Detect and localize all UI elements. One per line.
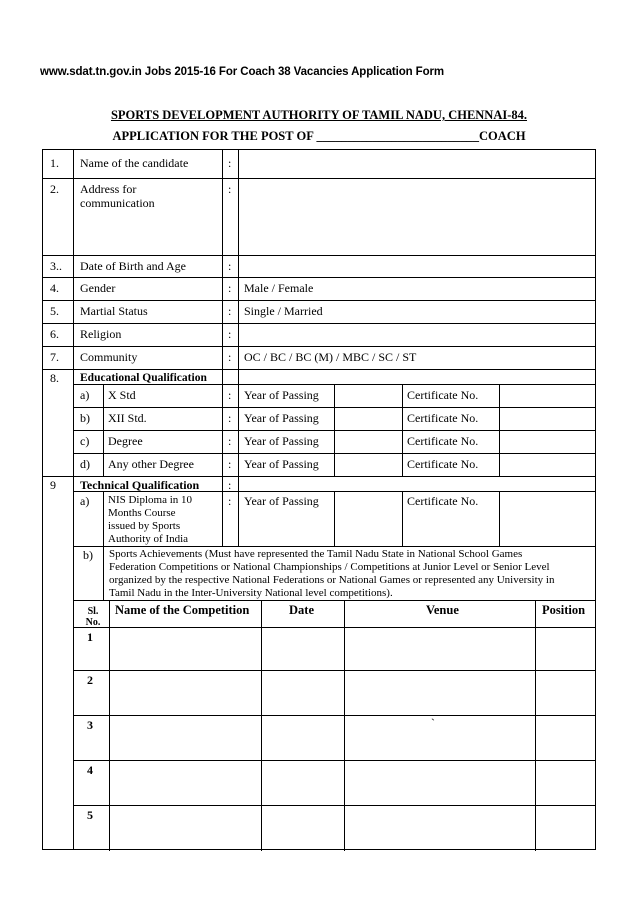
religion-field[interactable] xyxy=(243,325,591,344)
certificate-no-label: Certificate No. xyxy=(407,411,479,425)
nis-diploma-label: NIS Diploma in 10 xyxy=(108,494,193,506)
stray-mark: ` xyxy=(431,716,435,730)
nis-diploma-label: issued by Sports xyxy=(108,520,181,532)
education-item-name: Any other Degree xyxy=(108,457,194,471)
certificate-no-label: Certificate No. xyxy=(407,457,479,471)
row-number: 4. xyxy=(50,281,59,295)
item-letter: a) xyxy=(80,388,90,402)
table-row-number: 4 xyxy=(87,763,93,777)
position-header: Position xyxy=(542,603,586,617)
sl-no-header: Sl. xyxy=(87,606,99,617)
sl-no-header: No. xyxy=(85,617,101,628)
community-label: Community xyxy=(80,350,138,364)
year-of-passing-label: Year of Passing xyxy=(244,411,319,425)
colon: : xyxy=(228,457,232,471)
colon: : xyxy=(228,434,232,448)
address-label: Address for xyxy=(80,182,137,196)
sports-achievements-text: Tamil Nadu in the Inter-University National level competitions). xyxy=(109,587,393,599)
dob-label: Date of Birth and Age xyxy=(80,259,186,273)
certificate-no-label: Certificate No. xyxy=(407,494,479,508)
nis-diploma-label: Months Course xyxy=(108,507,176,519)
item-letter: c) xyxy=(80,434,90,448)
year-of-passing-label: Year of Passing xyxy=(244,457,319,471)
colon: : xyxy=(228,182,232,196)
community-options[interactable]: OC / BC / BC (M) / MBC / SC / ST xyxy=(244,350,417,364)
row-number: 2. xyxy=(50,182,59,196)
religion-label: Religion xyxy=(80,327,122,341)
gender-options[interactable]: Male / Female xyxy=(244,281,314,295)
colon: : xyxy=(228,327,232,341)
table-row-number: 2 xyxy=(87,673,93,687)
address-label: communication xyxy=(80,196,155,210)
row-number: 1. xyxy=(50,156,59,170)
row-number: 5. xyxy=(50,304,59,318)
table-row-number: 5 xyxy=(87,808,93,822)
competition-name-header: Name of the Competition xyxy=(115,603,250,617)
row-number: 8. xyxy=(50,371,59,385)
post-title: APPLICATION FOR THE POST OF __________________________COACH xyxy=(112,129,526,143)
technical-qualification-heading: Technical Qualification xyxy=(80,478,200,492)
education-item-name: X Std xyxy=(108,388,136,402)
marital-status-options[interactable]: Single / Married xyxy=(244,304,323,318)
name-label: Name of the candidate xyxy=(80,156,189,170)
application-form xyxy=(42,149,596,850)
sports-achievements-text: organized by the respective National Federations or National Games or represented any University in xyxy=(109,574,555,586)
row-number: 9 xyxy=(50,478,56,492)
colon: : xyxy=(228,388,232,402)
colon: : xyxy=(228,411,232,425)
year-of-passing-label: Year of Passing xyxy=(244,434,319,448)
row-number: 7. xyxy=(50,350,59,364)
colon: : xyxy=(228,478,232,492)
education-item-name: XII Std. xyxy=(108,411,147,425)
name-field[interactable] xyxy=(243,152,591,176)
gender-label: Gender xyxy=(80,281,116,295)
table-row-number: 3 xyxy=(87,718,93,732)
sports-achievements-text: Sports Achievements (Must have represented the Tamil Nadu State in National School Games xyxy=(109,548,523,560)
address-field[interactable] xyxy=(243,180,591,253)
certificate-no-label: Certificate No. xyxy=(407,388,479,402)
row-number: 6. xyxy=(50,327,59,341)
education-item-name: Degree xyxy=(108,434,143,448)
colon: : xyxy=(228,281,232,295)
header-url-line: www.sdat.tn.gov.in Jobs 2015-16 For Coach 38 Vacancies Application Form xyxy=(40,66,445,78)
organization-title: SPORTS DEVELOPMENT AUTHORITY OF TAMIL NADU, CHENNAI-84. xyxy=(110,108,528,122)
year-of-passing-label: Year of Passing xyxy=(244,388,319,402)
item-letter: b) xyxy=(80,411,90,425)
colon: : xyxy=(228,259,232,273)
educational-qualification-heading: Educational Qualification xyxy=(80,372,207,384)
row-number: 3.. xyxy=(50,259,62,273)
date-header: Date xyxy=(289,603,314,617)
colon: : xyxy=(228,494,232,508)
item-letter: b) xyxy=(83,548,93,562)
dob-field[interactable] xyxy=(243,257,591,276)
colon: : xyxy=(228,304,232,318)
colon: : xyxy=(228,156,232,170)
colon: : xyxy=(228,350,232,364)
certificate-no-label: Certificate No. xyxy=(407,434,479,448)
item-letter: a) xyxy=(80,494,90,508)
sports-achievements-text: Federation Competitions or National Championships / Competitions at Junior Level or Senior Level xyxy=(109,561,550,573)
venue-header: Venue xyxy=(426,603,459,617)
nis-diploma-label: Authority of India xyxy=(108,533,189,545)
marital-status-label: Martial Status xyxy=(80,304,148,318)
year-of-passing-label: Year of Passing xyxy=(244,494,319,508)
item-letter: d) xyxy=(80,457,90,471)
table-row-number: 1 xyxy=(87,630,93,644)
